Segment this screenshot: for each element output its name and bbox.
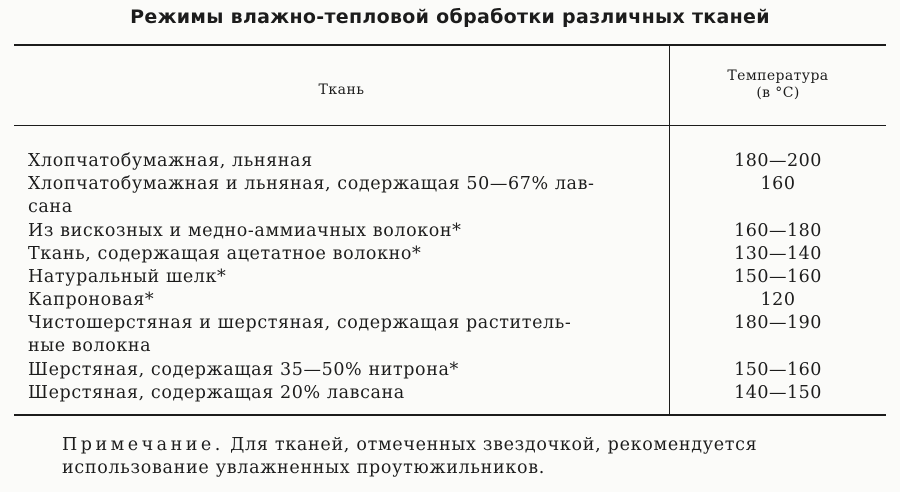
footnote [62,434,882,480]
footnote-text: Для тканей, отмеченных звездочкой, рекомендуется использование увлажненных проутюжильников. [62,435,758,478]
fabric-cell [28,359,658,382]
fabric-cell [28,173,658,219]
fabric-line1: Шерстяная, содержащая 35—50% нитрона* [28,360,459,380]
fabric-cell [28,150,658,173]
footnote-heading: Примечание. [62,435,224,455]
page-title: Режимы влажно-тепловой обработки различных тканей [130,6,770,28]
fabric-line1: Из вискозных и медно-аммиачных волокон* [28,221,462,241]
fabric-line1: Капроновая* [28,290,155,310]
temperature-cell: 140—150 [734,383,822,403]
temperature-cell: 160 [760,174,796,194]
fabric-line2: ные волокна [28,336,152,356]
temperature-cell: 160—180 [734,221,822,241]
temperature-cell: 120 [760,290,796,310]
header-fabric: Ткань [318,82,365,98]
temperature-cell: 150—160 [734,360,822,380]
fabric-cell [28,220,658,243]
fabric-line2: сана [28,197,73,217]
header-divider [14,125,886,126]
fabric-line1: Хлопчатобумажная и льняная, содержащая 50—67% лав- [28,174,595,194]
fabric-line1: Натуральный шелк* [28,267,227,287]
temperature-cell: 130—140 [734,244,822,264]
header-temperature-line2: (в °С) [756,85,800,101]
temperature-cell: 180—200 [734,151,822,171]
fabric-line1: Ткань, содержащая ацетатное волокно* [28,244,422,264]
fabric-cell [28,289,658,312]
fabric-line1: Шерстяная, содержащая 20% лавсана [28,383,405,403]
fabric-cell [28,312,658,358]
temperature-cell: 180—190 [734,313,822,333]
fabric-line1: Чистошерстяная и шерстяная, содержащая раститель- [28,313,572,333]
data-table [14,44,886,416]
fabric-cell [28,266,658,289]
fabric-cell [28,243,658,266]
temperature-cell: 150—160 [734,267,822,287]
header-temperature [670,68,886,102]
fabric-cell [28,382,658,405]
header-temperature-line1: Температура [727,68,829,84]
fabric-line1: Хлопчатобумажная, льняная [28,151,313,171]
